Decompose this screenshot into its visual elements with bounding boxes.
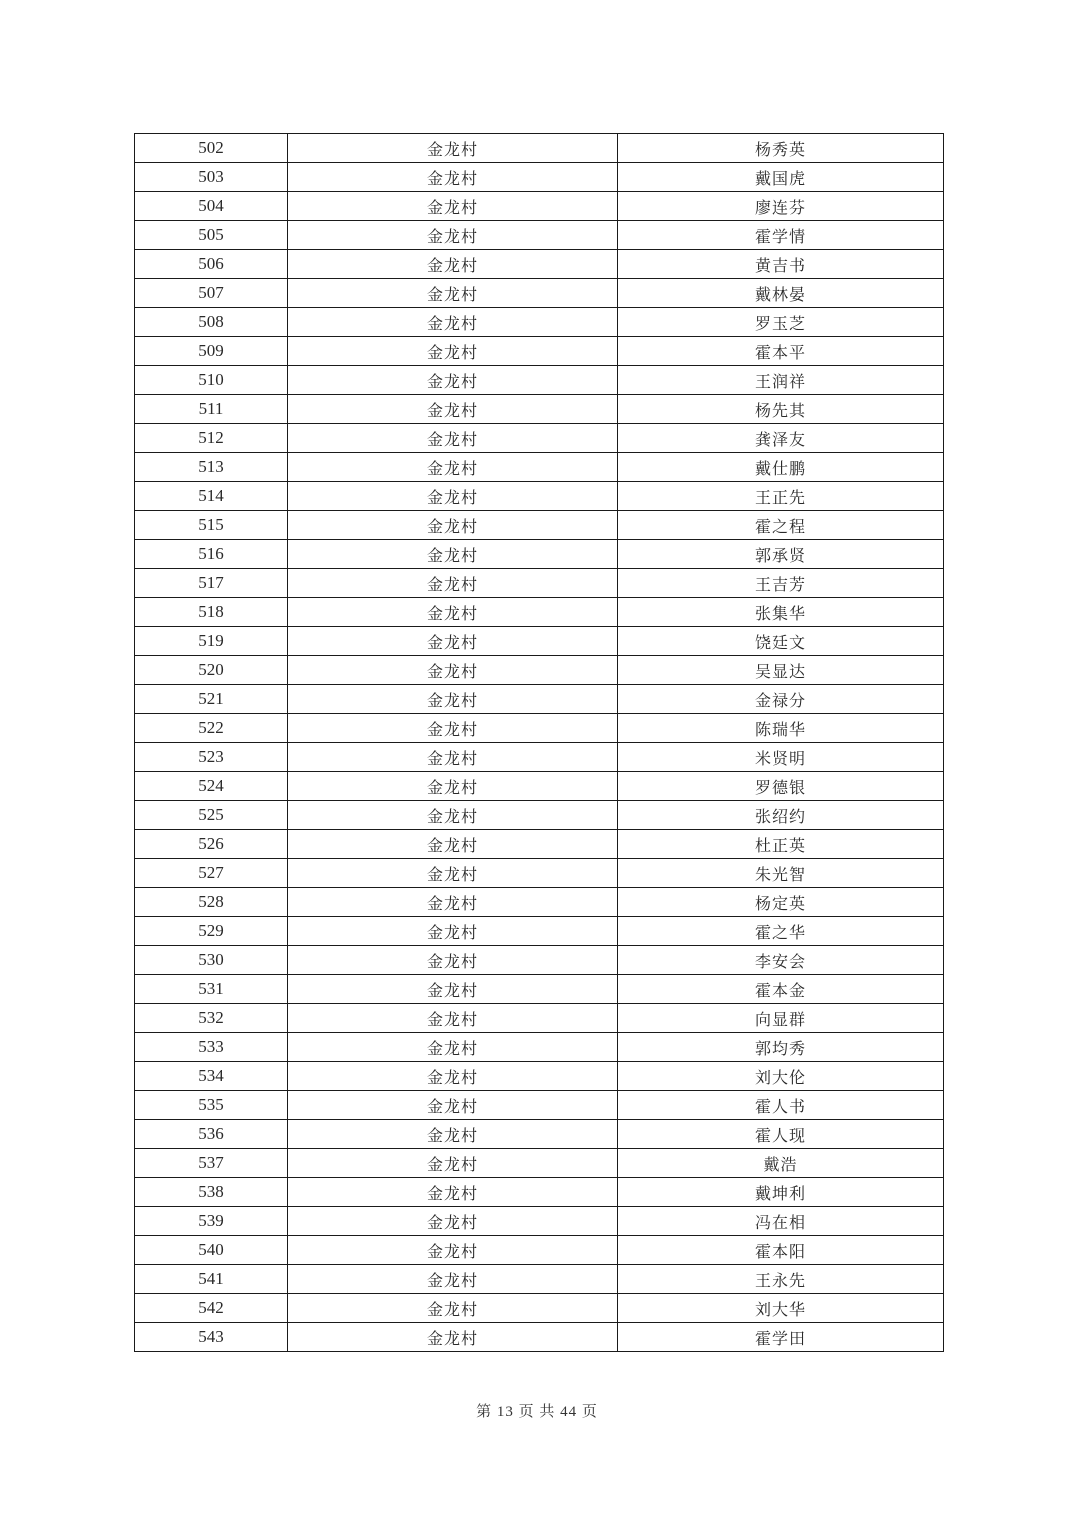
row-number-cell: 521 bbox=[135, 685, 288, 714]
table-row bbox=[135, 250, 944, 279]
table-row bbox=[135, 917, 944, 946]
village-cell: 金龙村 bbox=[288, 772, 618, 801]
table-row bbox=[135, 163, 944, 192]
table-row bbox=[135, 453, 944, 482]
row-number-cell: 525 bbox=[135, 801, 288, 830]
row-number-cell: 520 bbox=[135, 656, 288, 685]
table-row bbox=[135, 221, 944, 250]
village-cell: 金龙村 bbox=[288, 946, 618, 975]
name-cell: 王吉芳 bbox=[618, 569, 944, 598]
village-cell: 金龙村 bbox=[288, 337, 618, 366]
row-number-cell: 526 bbox=[135, 830, 288, 859]
table-row bbox=[135, 946, 944, 975]
name-cell: 霍人书 bbox=[618, 1091, 944, 1120]
table-row bbox=[135, 656, 944, 685]
name-cell: 罗德银 bbox=[618, 772, 944, 801]
table-row bbox=[135, 1120, 944, 1149]
table-row bbox=[135, 714, 944, 743]
table-row bbox=[135, 424, 944, 453]
village-cell: 金龙村 bbox=[288, 801, 618, 830]
name-cell: 杨先其 bbox=[618, 395, 944, 424]
name-cell: 戴浩 bbox=[618, 1149, 944, 1178]
row-number-cell: 512 bbox=[135, 424, 288, 453]
table-row bbox=[135, 627, 944, 656]
row-number-cell: 531 bbox=[135, 975, 288, 1004]
table-row bbox=[135, 598, 944, 627]
table-row bbox=[135, 395, 944, 424]
row-number-cell: 509 bbox=[135, 337, 288, 366]
name-cell: 霍本金 bbox=[618, 975, 944, 1004]
row-number-cell: 507 bbox=[135, 279, 288, 308]
row-number-cell: 527 bbox=[135, 859, 288, 888]
row-number-cell: 505 bbox=[135, 221, 288, 250]
village-cell: 金龙村 bbox=[288, 1120, 618, 1149]
table-row bbox=[135, 511, 944, 540]
village-cell: 金龙村 bbox=[288, 453, 618, 482]
row-number-cell: 514 bbox=[135, 482, 288, 511]
roster-table bbox=[134, 133, 944, 1352]
name-cell: 王正先 bbox=[618, 482, 944, 511]
village-cell: 金龙村 bbox=[288, 1323, 618, 1352]
village-cell: 金龙村 bbox=[288, 540, 618, 569]
village-cell: 金龙村 bbox=[288, 395, 618, 424]
village-cell: 金龙村 bbox=[288, 1091, 618, 1120]
row-number-cell: 539 bbox=[135, 1207, 288, 1236]
name-cell: 朱光智 bbox=[618, 859, 944, 888]
row-number-cell: 519 bbox=[135, 627, 288, 656]
village-cell: 金龙村 bbox=[288, 1149, 618, 1178]
table-row bbox=[135, 1265, 944, 1294]
village-cell: 金龙村 bbox=[288, 1033, 618, 1062]
table-row bbox=[135, 308, 944, 337]
village-cell: 金龙村 bbox=[288, 743, 618, 772]
village-cell: 金龙村 bbox=[288, 163, 618, 192]
name-cell: 李安会 bbox=[618, 946, 944, 975]
village-cell: 金龙村 bbox=[288, 714, 618, 743]
row-number-cell: 524 bbox=[135, 772, 288, 801]
village-cell: 金龙村 bbox=[288, 221, 618, 250]
village-cell: 金龙村 bbox=[288, 975, 618, 1004]
table-row bbox=[135, 975, 944, 1004]
name-cell: 向显群 bbox=[618, 1004, 944, 1033]
table-row bbox=[135, 1323, 944, 1352]
village-cell: 金龙村 bbox=[288, 1062, 618, 1091]
table-row bbox=[135, 1178, 944, 1207]
table-row bbox=[135, 1091, 944, 1120]
table-row bbox=[135, 801, 944, 830]
row-number-cell: 538 bbox=[135, 1178, 288, 1207]
name-cell: 陈瑞华 bbox=[618, 714, 944, 743]
name-cell: 杨定英 bbox=[618, 888, 944, 917]
name-cell: 张绍约 bbox=[618, 801, 944, 830]
name-cell: 廖连芬 bbox=[618, 192, 944, 221]
name-cell: 米贤明 bbox=[618, 743, 944, 772]
table-row bbox=[135, 540, 944, 569]
row-number-cell: 535 bbox=[135, 1091, 288, 1120]
village-cell: 金龙村 bbox=[288, 859, 618, 888]
table-row bbox=[135, 685, 944, 714]
row-number-cell: 542 bbox=[135, 1294, 288, 1323]
village-cell: 金龙村 bbox=[288, 308, 618, 337]
table-row bbox=[135, 859, 944, 888]
table-row bbox=[135, 337, 944, 366]
table-row bbox=[135, 1294, 944, 1323]
table-row bbox=[135, 888, 944, 917]
name-cell: 郭承贤 bbox=[618, 540, 944, 569]
table-row bbox=[135, 772, 944, 801]
village-cell: 金龙村 bbox=[288, 250, 618, 279]
row-number-cell: 529 bbox=[135, 917, 288, 946]
name-cell: 冯在相 bbox=[618, 1207, 944, 1236]
table-row bbox=[135, 1062, 944, 1091]
row-number-cell: 504 bbox=[135, 192, 288, 221]
village-cell: 金龙村 bbox=[288, 685, 618, 714]
row-number-cell: 513 bbox=[135, 453, 288, 482]
row-number-cell: 522 bbox=[135, 714, 288, 743]
village-cell: 金龙村 bbox=[288, 424, 618, 453]
name-cell: 黄吉书 bbox=[618, 250, 944, 279]
table-row bbox=[135, 366, 944, 395]
row-number-cell: 502 bbox=[135, 134, 288, 163]
village-cell: 金龙村 bbox=[288, 656, 618, 685]
table-row bbox=[135, 1033, 944, 1062]
village-cell: 金龙村 bbox=[288, 569, 618, 598]
name-cell: 张集华 bbox=[618, 598, 944, 627]
name-cell: 吴显达 bbox=[618, 656, 944, 685]
village-cell: 金龙村 bbox=[288, 1178, 618, 1207]
name-cell: 王永先 bbox=[618, 1265, 944, 1294]
page-footer: 第 13 页 共 44 页 bbox=[476, 1404, 598, 1420]
row-number-cell: 506 bbox=[135, 250, 288, 279]
row-number-cell: 517 bbox=[135, 569, 288, 598]
name-cell: 霍人现 bbox=[618, 1120, 944, 1149]
row-number-cell: 508 bbox=[135, 308, 288, 337]
village-cell: 金龙村 bbox=[288, 1207, 618, 1236]
name-cell: 霍本阳 bbox=[618, 1236, 944, 1265]
name-cell: 霍本平 bbox=[618, 337, 944, 366]
name-cell: 金禄分 bbox=[618, 685, 944, 714]
name-cell: 霍学田 bbox=[618, 1323, 944, 1352]
village-cell: 金龙村 bbox=[288, 888, 618, 917]
name-cell: 戴仕鹏 bbox=[618, 453, 944, 482]
village-cell: 金龙村 bbox=[288, 279, 618, 308]
village-cell: 金龙村 bbox=[288, 511, 618, 540]
name-cell: 戴国虎 bbox=[618, 163, 944, 192]
village-cell: 金龙村 bbox=[288, 1004, 618, 1033]
village-cell: 金龙村 bbox=[288, 134, 618, 163]
row-number-cell: 530 bbox=[135, 946, 288, 975]
row-number-cell: 543 bbox=[135, 1323, 288, 1352]
row-number-cell: 534 bbox=[135, 1062, 288, 1091]
row-number-cell: 523 bbox=[135, 743, 288, 772]
name-cell: 戴坤利 bbox=[618, 1178, 944, 1207]
table-row bbox=[135, 279, 944, 308]
name-cell: 罗玉芝 bbox=[618, 308, 944, 337]
name-cell: 郭均秀 bbox=[618, 1033, 944, 1062]
village-cell: 金龙村 bbox=[288, 1265, 618, 1294]
name-cell: 饶廷文 bbox=[618, 627, 944, 656]
row-number-cell: 541 bbox=[135, 1265, 288, 1294]
name-cell: 戴林晏 bbox=[618, 279, 944, 308]
table-row bbox=[135, 569, 944, 598]
name-cell: 刘大华 bbox=[618, 1294, 944, 1323]
name-cell: 霍之华 bbox=[618, 917, 944, 946]
village-cell: 金龙村 bbox=[288, 482, 618, 511]
name-cell: 刘大伦 bbox=[618, 1062, 944, 1091]
name-cell: 霍之程 bbox=[618, 511, 944, 540]
village-cell: 金龙村 bbox=[288, 192, 618, 221]
roster-table-body bbox=[135, 134, 944, 1352]
village-cell: 金龙村 bbox=[288, 627, 618, 656]
village-cell: 金龙村 bbox=[288, 917, 618, 946]
row-number-cell: 518 bbox=[135, 598, 288, 627]
table-row bbox=[135, 743, 944, 772]
row-number-cell: 510 bbox=[135, 366, 288, 395]
village-cell: 金龙村 bbox=[288, 598, 618, 627]
village-cell: 金龙村 bbox=[288, 366, 618, 395]
row-number-cell: 532 bbox=[135, 1004, 288, 1033]
row-number-cell: 516 bbox=[135, 540, 288, 569]
name-cell: 杨秀英 bbox=[618, 134, 944, 163]
row-number-cell: 511 bbox=[135, 395, 288, 424]
table-row bbox=[135, 1236, 944, 1265]
name-cell: 霍学情 bbox=[618, 221, 944, 250]
row-number-cell: 540 bbox=[135, 1236, 288, 1265]
table-row bbox=[135, 482, 944, 511]
village-cell: 金龙村 bbox=[288, 1294, 618, 1323]
row-number-cell: 536 bbox=[135, 1120, 288, 1149]
table-row bbox=[135, 830, 944, 859]
table-row bbox=[135, 1149, 944, 1178]
row-number-cell: 533 bbox=[135, 1033, 288, 1062]
village-cell: 金龙村 bbox=[288, 830, 618, 859]
row-number-cell: 515 bbox=[135, 511, 288, 540]
row-number-cell: 537 bbox=[135, 1149, 288, 1178]
row-number-cell: 528 bbox=[135, 888, 288, 917]
table-row bbox=[135, 1207, 944, 1236]
row-number-cell: 503 bbox=[135, 163, 288, 192]
table-row bbox=[135, 1004, 944, 1033]
name-cell: 王润祥 bbox=[618, 366, 944, 395]
table-row bbox=[135, 192, 944, 221]
name-cell: 杜正英 bbox=[618, 830, 944, 859]
table-row bbox=[135, 134, 944, 163]
name-cell: 龚泽友 bbox=[618, 424, 944, 453]
village-cell: 金龙村 bbox=[288, 1236, 618, 1265]
